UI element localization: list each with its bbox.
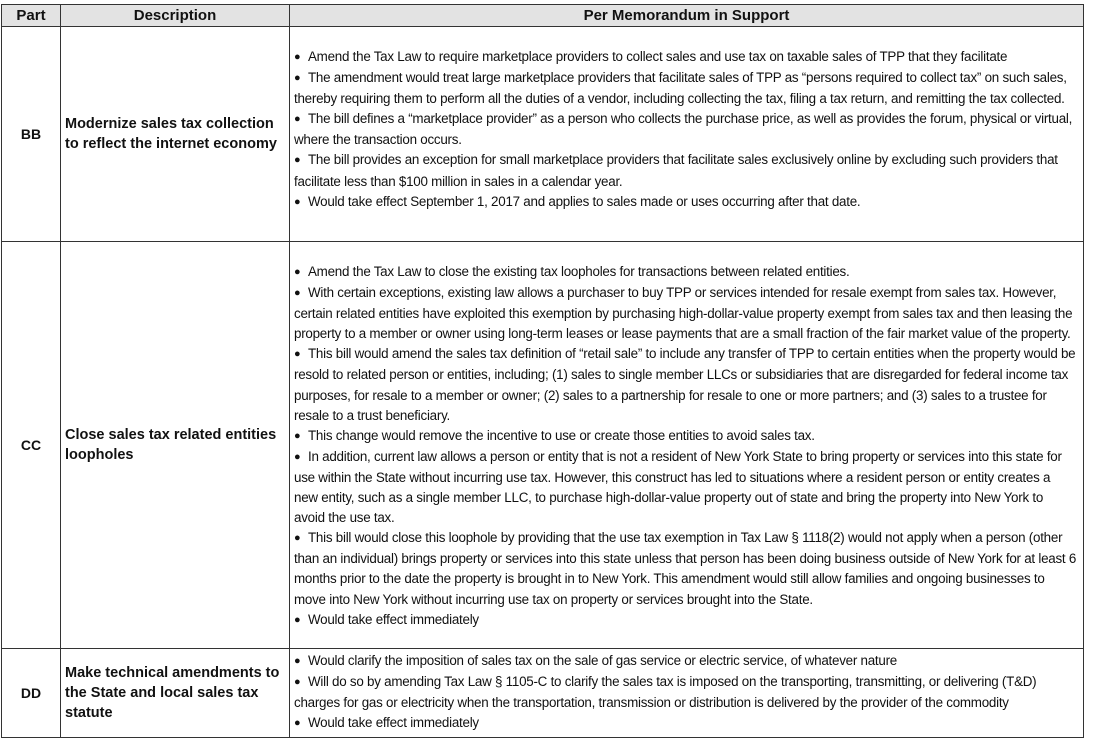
bullet-icon: ● bbox=[294, 72, 301, 85]
bullet-icon: ● bbox=[294, 613, 301, 626]
bullet-icon: ● bbox=[294, 655, 301, 667]
memo-bullet: ● Would take effect immediately bbox=[294, 713, 1077, 734]
bullet-icon: ● bbox=[294, 195, 301, 208]
bullet-icon: ● bbox=[294, 113, 301, 126]
memo-bullet: ● The bill defines a “marketplace provider” as a person who collects the purchase price, as well as provides the forum, physical or virtual, where the transaction occurs. bbox=[294, 111, 1073, 148]
bullet-icon: ● bbox=[294, 287, 301, 300]
bullet-icon: ● bbox=[294, 348, 301, 361]
memo-bullet: ● This bill would amend the sales tax definition of “retail sale” to include any transfer of TPP to certain entities when the property would be resold to related person or entities, including; (1) sales to single member LLCs or subsidiaries that are disregarded for federal income tax purposes, for resale to a member or owner; (2) sales to a partnership for resale to one or more partners; and (3) sales to a trustee for resale to a trust beneficiary. bbox=[294, 346, 1076, 423]
bullet-icon: ● bbox=[294, 450, 301, 463]
header-memo: Per Memorandum in Support bbox=[290, 5, 1084, 27]
part-cell: BB bbox=[2, 27, 61, 242]
part-cell: CC bbox=[2, 242, 61, 649]
table-row bbox=[2, 27, 1084, 242]
memo-bullet: ● This bill would close this loophole by providing that the use tax exemption in Tax Law § 1118(2) would not apply when a person (other than an individual) brings property or services into this state unless that person has been doing business outside of New York for at least 6 months prior to the date the property is brought in to New York. This amendment would still allow families and ongoing businesses to move into New York without incurring use tax on property or services brought into the State. bbox=[294, 530, 1077, 607]
header-part: Part bbox=[2, 5, 61, 27]
part-cell: DD bbox=[2, 649, 61, 738]
memo-bullet: ● Will do so by amending Tax Law § 1105-C to clarify the sales tax is imposed on the transporting, transmitting, or delivering (T&D) charges for gas or electricity when the transportation, transmission or distribution is delivered by the provider of the commodity bbox=[294, 674, 1037, 711]
memo-cell bbox=[290, 649, 1084, 738]
memo-bullet: ● Amend the Tax Law to require marketplace providers to collect sales and use tax on taxable sales of TPP that they facilitate bbox=[294, 47, 1077, 68]
memo-cell bbox=[290, 27, 1084, 242]
table-row bbox=[2, 649, 1084, 738]
memo-cell bbox=[290, 242, 1084, 649]
memorandum-table bbox=[1, 4, 1084, 738]
bullet-icon: ● bbox=[294, 51, 301, 63]
bullet-icon: ● bbox=[294, 717, 301, 730]
bullet-icon: ● bbox=[294, 532, 301, 545]
description-cell: Make technical amendments to the State and local sales tax statute bbox=[61, 649, 290, 738]
memo-bullet: ● The bill provides an exception for small marketplace providers that facilitate sales exclusively online by excluding such providers that facilitate less than $100 million in sales in a calendar year. bbox=[294, 152, 1058, 189]
header-row bbox=[2, 5, 1084, 27]
memo-bullet: ● The amendment would treat large marketplace providers that facilitate sales of TPP as “persons required to collect tax” on such sales, thereby requiring them to perform all the duties of a vendor, including collecting the tax, filing a tax return, and remitting the tax collected. bbox=[294, 70, 1067, 107]
header-description: Description bbox=[61, 5, 290, 27]
bullet-icon: ● bbox=[294, 154, 301, 167]
bullet-icon: ● bbox=[294, 429, 301, 442]
memo-bullet: ● This change would remove the incentive to use or create those entities to avoid sales tax. bbox=[294, 426, 1077, 447]
description-cell: Modernize sales tax collection to reflect the internet economy bbox=[61, 27, 290, 242]
memo-bullet: ● Would clarify the imposition of sales tax on the sale of gas service or electric service, of whatever nature bbox=[294, 651, 1077, 672]
memo-bullet: ● In addition, current law allows a person or entity that is not a resident of New York State to bring property or services into this state for use within the State without incurring use tax. However, this construct has led to situations where a resident person or entity creates a new entity, such as a single member LLC, to purchase high-dollar-value property out of state and bring the property into New York to avoid the use tax. bbox=[294, 448, 1062, 526]
bullet-icon: ● bbox=[294, 266, 301, 278]
bullet-icon: ● bbox=[294, 676, 301, 689]
description-cell: Close sales tax related entities loopholes bbox=[61, 242, 290, 649]
memo-bullet: ● Would take effect September 1, 2017 and applies to sales made or uses occurring after that date. bbox=[294, 192, 1077, 213]
table-row bbox=[2, 242, 1084, 649]
memo-bullet: ● Amend the Tax Law to close the existing tax loopholes for transactions between related entities. bbox=[294, 262, 1077, 283]
memo-bullet: ● Would take effect immediately bbox=[294, 610, 1077, 631]
memo-bullet: ● With certain exceptions, existing law allows a purchaser to buy TPP or services intended for resale exempt from sales tax. However, certain related entities have exploited this exemption by purchasing high-dollar-value property exempt from sales tax and then leasing the property to a member or owner using long-term leases or lease payments that are a small fraction of the fair market value of the property. bbox=[294, 285, 1073, 342]
